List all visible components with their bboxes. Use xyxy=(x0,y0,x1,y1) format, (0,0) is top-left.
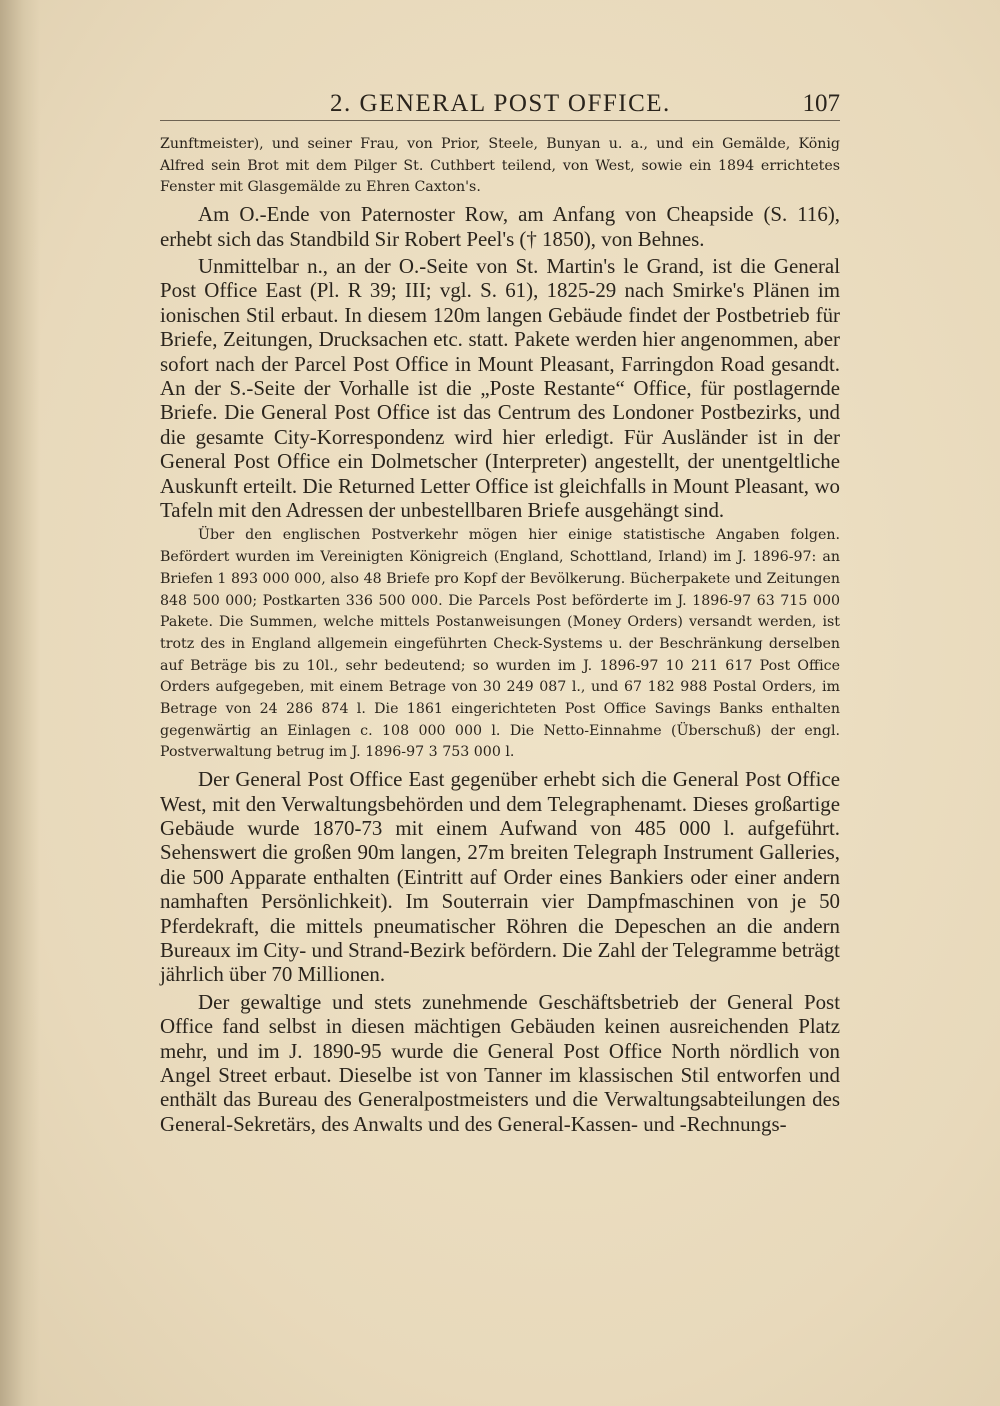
paragraph-3: Unmittelbar n., an der O.-Seite von St. Martin's le Grand, ist die General Post Office East (Pl. R 39; III; vgl. S. 61), 1825-29 nach Smirke's Plänen im ionischen Stil erbaut. In diesem 120m langen Gebäude findet der Postbetrieb für Briefe, Zeitungen, Drucksachen etc. statt. Pakete werden hier angenommen, aber sofort nach der Parcel Post Office in Mount Pleasant, Farringdon Road gesandt. An der S.-Seite der Vorhalle ist die „Poste Restante“ Office, für postlagernde Briefe. Die General Post Office ist das Centrum des Londoner Postbezirks, und die gesamte City-Korrespondenz wird hier erledigt. Für Ausländer ist in der General Post Office ein Dolmetscher (Interpreter) angestellt, der unentgeltliche Auskunft erteilt. Die Returned Letter Office ist gleichfalls in Mount Pleasant, wo Tafeln mit den Adressen der unbestellbaren Briefe ausgehängt sind. xyxy=(160,253,840,522)
paragraph-6: Der gewaltige und stets zunehmende Geschäftsbetrieb der General Post Office fand selbst in diesen mächtigen Gebäuden keinen ausreichenden Platz mehr, und im J. 1890-95 wurde die General Post Office North nördlich von Angel Street erbaut. Dieselbe ist von Tanner im klassischen Stil entworfen und enthält das Bureau des Generalpostmeisters und die Verwaltungsabteilungen des General-Sekretärs, des Anwalts und des General-Kassen- und -Rechnungs- xyxy=(160,989,840,1136)
page-number: 107 xyxy=(802,90,840,117)
header-rule xyxy=(160,120,840,121)
paragraph-5: Der General Post Office East gegenüber erhebt sich die General Post Office West, mit den Verwaltungsbehörden und dem Telegraphenamt. Dieses großartige Gebäude wurde 1870-73 mit einem Aufwand von 485 000 l. aufgeführt. Sehenswert die großen 90m langen, 27m breiten Telegraph Instrument Galleries, die 500 Apparate enthalten (Eintritt auf Order eines Bankiers oder einer andern namhaften Persönlichkeit). Im Souterrain vier Dampfmaschinen von je 50 Pferdekraft, die mittels pneumatischer Röhren die Depeschen an die andern Bureaux im City- und Strand-Bezirk befördern. Die Zahl der Telegramme beträgt jährlich über 70 Millionen. xyxy=(160,767,840,987)
page-header xyxy=(160,86,840,126)
running-head: 2. GENERAL POST OFFICE. xyxy=(330,90,671,117)
paragraph-4: Über den englischen Postverkehr mögen hier einige statistische Angaben folgen. Befördert wurden im Vereinigten Königreich (England, Schottland, Irland) im J. 1896-97: an Briefen 1 893 000 000, also 48 Briefe pro Kopf der Bevölkerung. Bücherpakete und Zeitungen 848 500 000; Postkarten 336 500 000. Die Parcels Post beförderte im J. 1896-97 63 715 000 Pakete. Die Summen, welche mittels Postanweisungen (Money Orders) versandt werden, ist trotz des in England allgemein eingeführten Check-Systems u. der Beschränkung derselben auf Beträge bis zu 10l., sehr bedeutend; so wurden im J. 1896-97 10 211 617 Post Office Orders aufgegeben, mit einem Betrage von 30 249 087 l., und 67 182 988 Postal Orders, im Betrage von 24 286 874 l. Die 1861 eingerichteten Post Office Savings Banks enthalten gegenwärtig an Einlagen c. 108 000 000 l. Die Netto-Einnahme (Überschuß) der engl. Postverwaltung betrug im J. 1896-97 3 753 000 l. xyxy=(160,527,841,761)
page-body xyxy=(160,134,840,1136)
spine-shadow xyxy=(0,0,40,1406)
paragraph-1: Zunftmeister), und seiner Frau, von Prior, Steele, Bunyan u. a., und ein Gemälde, König Alfred sein Brot mit dem Pilger St. Cuthbert teilend, von West, sowie ein 1894 errichtetes Fenster mit Glasgemälde zu Ehren Caxton's. xyxy=(160,136,840,196)
paragraph-2: Am O.-Ende von Paternoster Row, am Anfang von Cheapside (S. 116), erhebt sich das Standbild Sir Robert Peel's († 1850), von Behnes. xyxy=(160,202,840,251)
